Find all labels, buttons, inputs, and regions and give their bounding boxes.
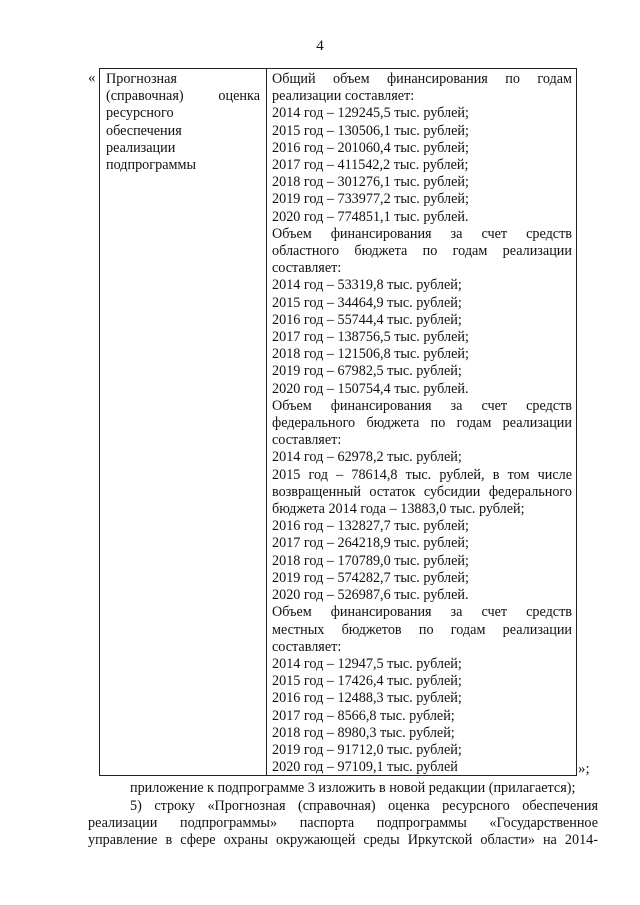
regional-year-line: 2019 год – 67982,5 тыс. рублей; (272, 363, 462, 380)
total-funding-heading: реализации составляет: (272, 88, 415, 105)
item-5-paragraph (88, 798, 598, 850)
federal-year-line: 2016 год – 132827,7 тыс. рублей; (272, 518, 469, 535)
regional-year-line: 2018 год – 121506,8 тыс. рублей; (272, 346, 469, 363)
local-funding-heading: составляет: (272, 638, 342, 655)
total-year-line: 2019 год – 733977,2 тыс. рублей; (272, 191, 469, 208)
total-year-line: 2014 год – 129245,5 тыс. рублей; (272, 105, 469, 122)
label-line: подпрограммы (106, 157, 196, 174)
local-year-line: 2016 год – 12488,3 тыс. рублей; (272, 690, 462, 707)
federal-funding-heading: Объем финансирования за счет средств (272, 397, 572, 414)
local-year-line: 2015 год – 17426,4 тыс. рублей; (272, 673, 462, 690)
federal-year-line: возвращенный остаток субсидии федерального (272, 483, 572, 500)
paragraph-line: управление в сфере охраны окружающей среды Иркутской области» на 2014- (88, 832, 598, 849)
column-divider (266, 69, 267, 775)
regional-year-line: 2014 год – 53319,8 тыс. рублей; (272, 277, 462, 294)
federal-funding-heading: федерального бюджета по годам реализации (272, 415, 572, 432)
local-year-line: 2019 год – 91712,0 тыс. рублей; (272, 741, 462, 758)
local-funding-heading: Объем финансирования за счет средств (272, 604, 572, 621)
table-row-label (106, 71, 260, 174)
label-line: обеспечения (106, 122, 182, 139)
local-year-line: 2020 год – 97109,1 тыс. рублей (272, 759, 458, 776)
regional-year-line: 2016 год – 55744,4 тыс. рублей; (272, 311, 462, 328)
federal-year-line: 2018 год – 170789,0 тыс. рублей; (272, 552, 469, 569)
federal-year-line: 2020 год – 526987,6 тыс. рублей. (272, 587, 469, 604)
federal-year-line: 2019 год – 574282,7 тыс. рублей; (272, 569, 469, 586)
local-year-line: 2018 год – 8980,3 тыс. рублей; (272, 724, 455, 741)
federal-year-line: 2015 год – 78614,8 тыс. рублей, в том числе (272, 466, 572, 483)
local-year-line: 2017 год – 8566,8 тыс. рублей; (272, 707, 455, 724)
label-line: реализации (106, 139, 176, 156)
page-number: 4 (316, 38, 324, 54)
total-year-line: 2015 год – 130506,1 тыс. рублей; (272, 122, 469, 139)
total-year-line: 2016 год – 201060,4 тыс. рублей; (272, 139, 469, 156)
local-year-line: 2014 год – 12947,5 тыс. рублей; (272, 655, 462, 672)
total-funding-heading: Общий объем финансирования по годам (272, 71, 572, 87)
total-year-line: 2018 год – 301276,1 тыс. рублей; (272, 174, 469, 191)
table-row-content (272, 71, 572, 776)
closing-quote: »; (578, 761, 590, 777)
label-line: Прогнозная (106, 71, 177, 87)
federal-year-line: 2017 год – 264218,9 тыс. рублей; (272, 535, 469, 552)
funding-table (99, 68, 577, 776)
federal-year-line: 2014 год – 62978,2 тыс. рублей; (272, 449, 462, 466)
total-year-line: 2017 год – 411542,2 тыс. рублей; (272, 157, 469, 174)
regional-funding-heading: областного бюджета по годам реализации (272, 243, 572, 260)
opening-quote: « (88, 70, 96, 86)
regional-funding-heading: составляет: (272, 260, 342, 277)
regional-year-line: 2017 год – 138756,5 тыс. рублей; (272, 329, 469, 346)
appendix-paragraph: приложение к подпрограмме 3 изложить в новой редакции (прилагается); (130, 780, 576, 796)
federal-year-line: бюджета 2014 года – 13883,0 тыс. рублей; (272, 501, 525, 518)
regional-year-line: 2015 год – 34464,9 тыс. рублей; (272, 294, 462, 311)
federal-funding-heading: составляет: (272, 432, 342, 449)
regional-funding-heading: Объем финансирования за счет средств (272, 225, 572, 242)
label-line: ресурсного (106, 105, 174, 122)
total-year-line: 2020 год – 774851,1 тыс. рублей. (272, 208, 469, 225)
regional-year-line: 2020 год – 150754,4 тыс. рублей. (272, 380, 469, 397)
label-line: (справочная) оценка (106, 88, 260, 105)
paragraph-line: реализации подпрограммы» паспорта подпрограммы «Государственное (88, 815, 598, 832)
paragraph-line: 5) строку «Прогнозная (справочная) оценка ресурсного обеспечения (130, 798, 598, 814)
local-funding-heading: местных бюджетов по годам реализации (272, 621, 572, 638)
